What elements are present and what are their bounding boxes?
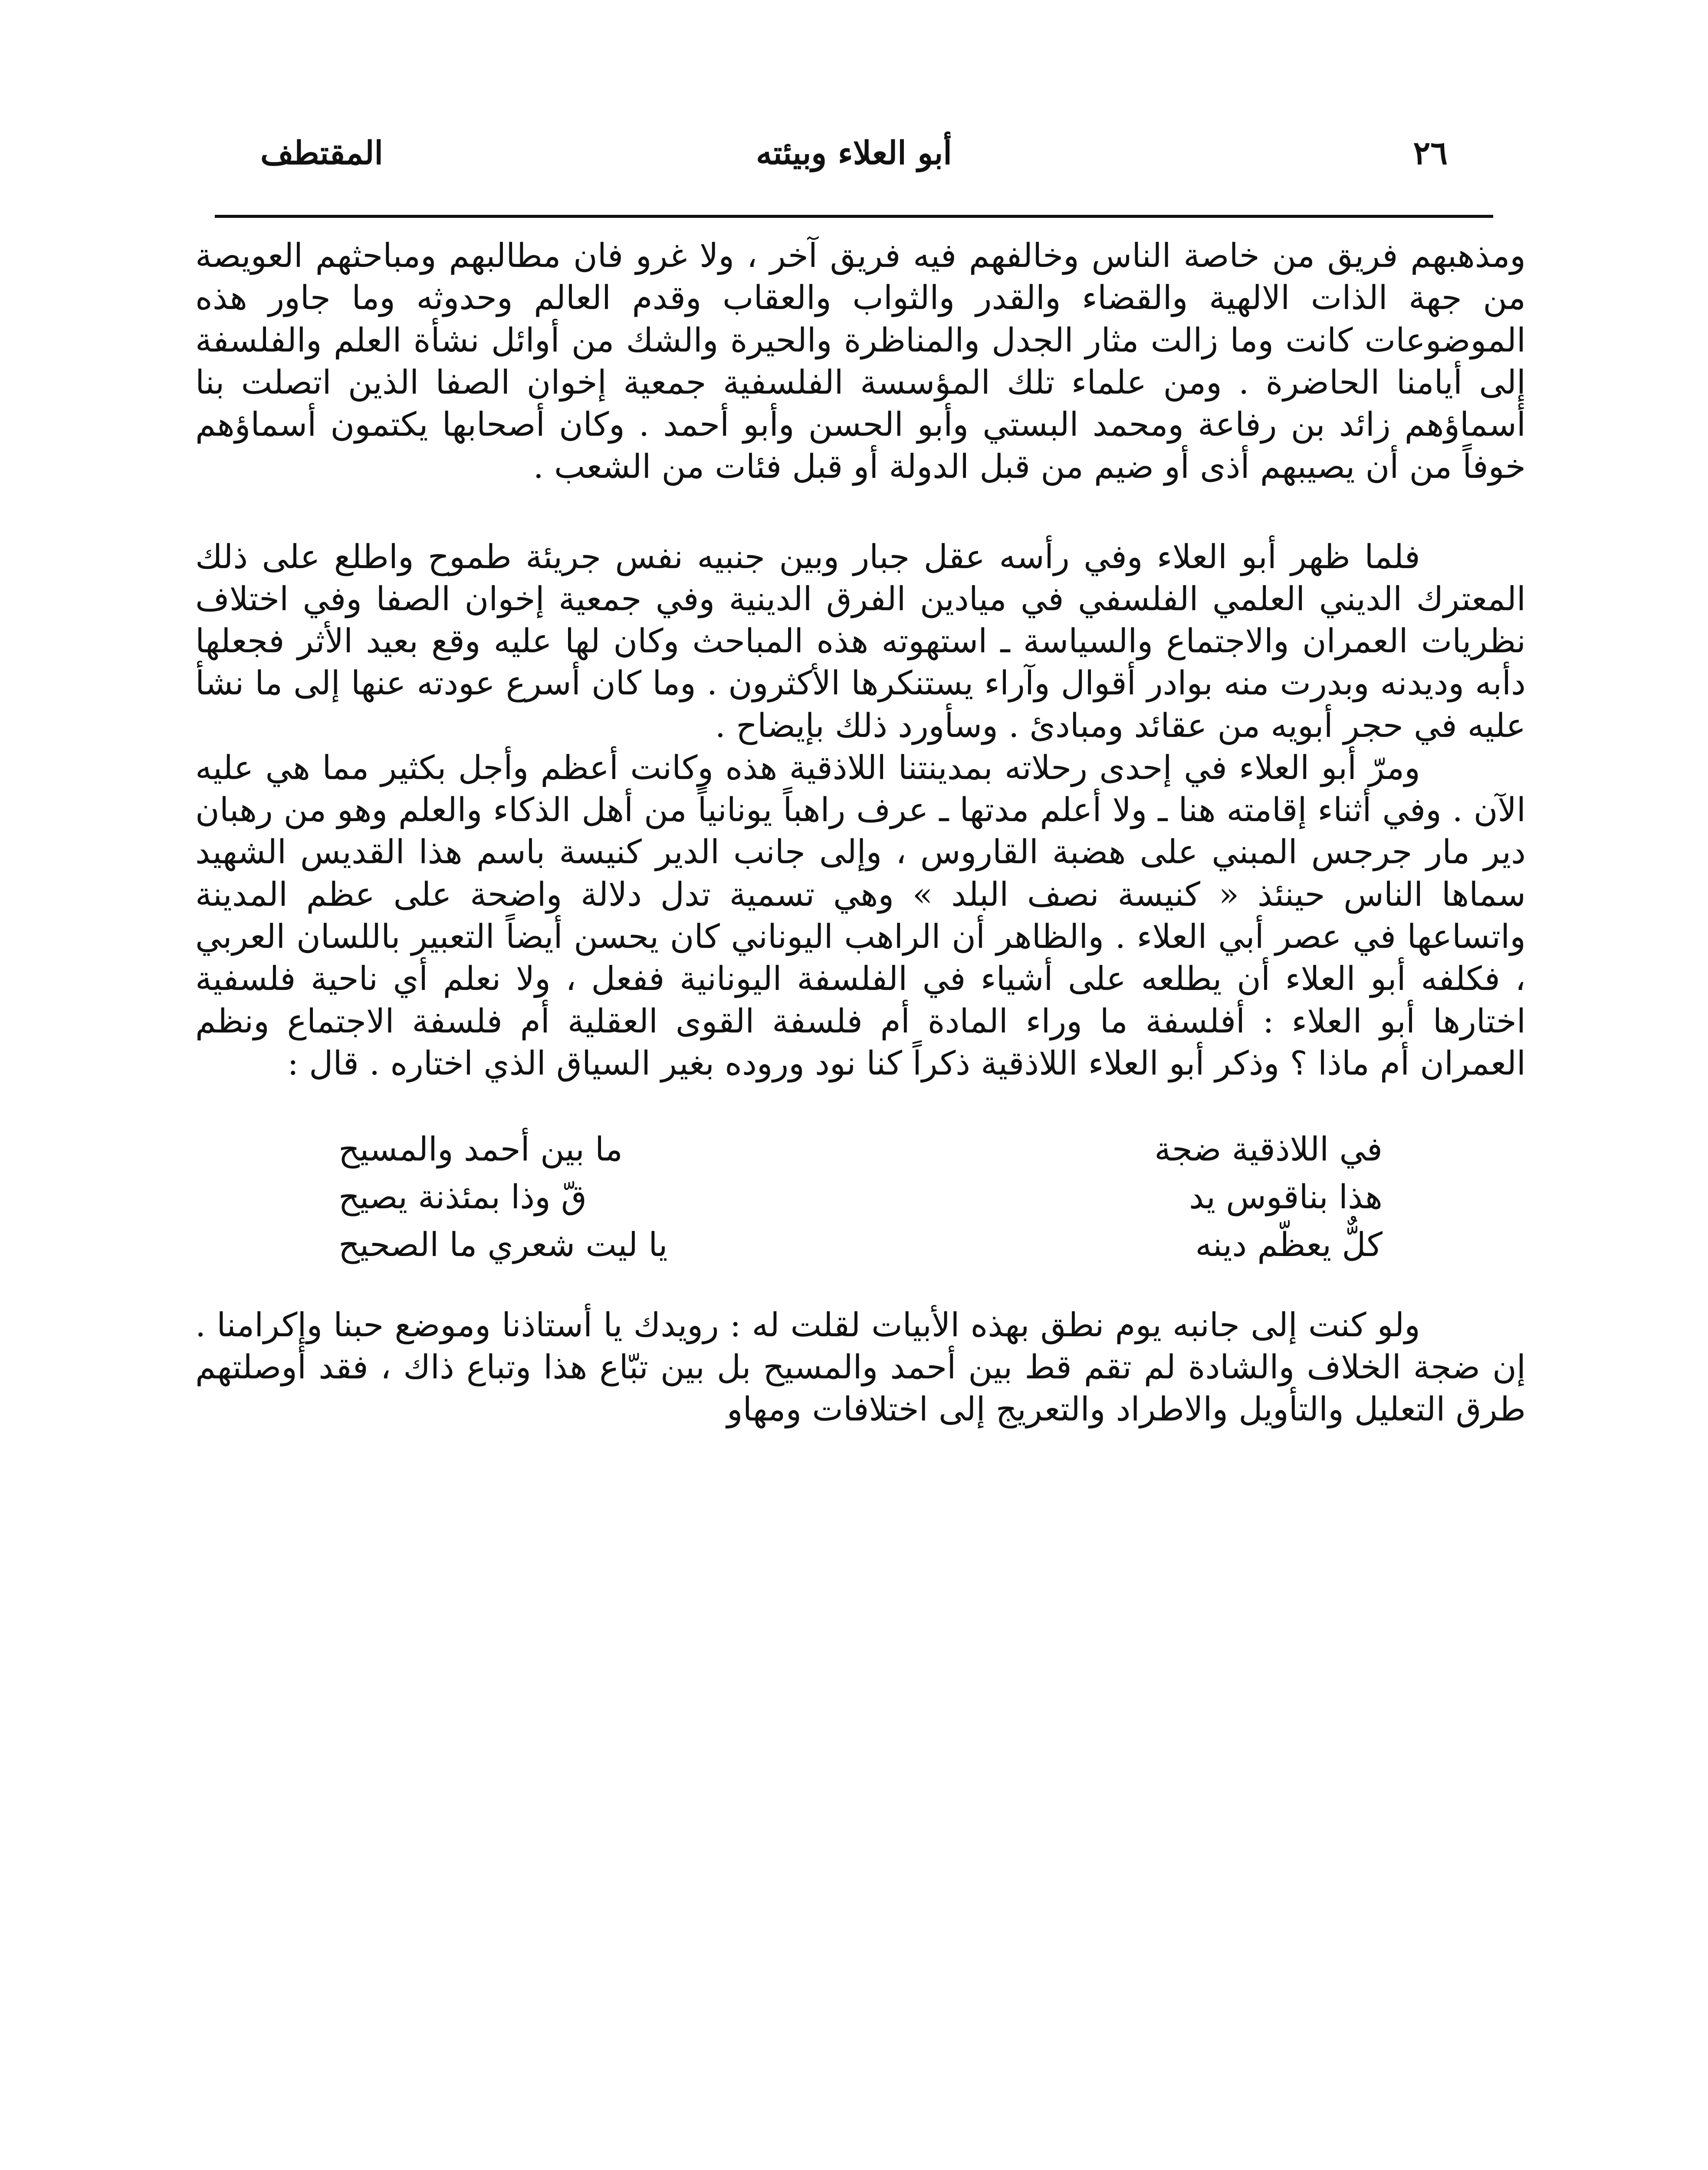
header-rule (215, 215, 1493, 218)
running-title: أبو العلاء وبيئته (756, 135, 952, 172)
paragraph: فلما ظهر أبو العلاء وفي رأسه عقل جبار وبين جنبيه نفس جريئة طموح واطلع على ذلك المعترك الديني العلمي الفلسفي في ميادين الفرق الدينية وفي جمعية إخوان الصفا وفي اختلاف نظريات العمران والاجتماع والسياسة ـ استهوته هذه المباحث وكان لها عليه وقع بعيد الأثر فجعلها دأبه وديدنه وبدرت منه بوادر أقوال وآراء يستنكرها الأكثرون . وما كان أسرع عودته عنها إلى ما نشأ عليه في حجر أبويه من عقائد ومبادئ . وسأورد ذلك بإيضاح . (195, 537, 1526, 745)
verse-first-hemistich: هذا بناقوس يد (1189, 1177, 1383, 1217)
closing-paragraph: ولو كنت إلى جانبه يوم نطق بهذه الأبيات لقلت له : رويدك يا أستاذنا وموضع حبنا وإكرامنا . إن ضجة الخلاف والشادة لم تقم قط بين أحمد والمسيح بل بين تبّاع هذا وتباع ذاك ، فقد أوصلتهم طرق التعليل والتأويل والاطراد والتعريج إلى اختلافات ومهاو (195, 1305, 1526, 1429)
page-number: ٢٦ (1413, 135, 1448, 172)
article-body (195, 234, 1526, 1430)
journal-name: المقتطف (260, 135, 383, 172)
verse-second-hemistich: يا ليت شعري ما الصحيح (338, 1225, 668, 1264)
poem (338, 1125, 1383, 1269)
verse-second-hemistich: ما بين أحمد والمسيح (338, 1130, 623, 1169)
verse-first-hemistich: في اللاذقية ضجة (1154, 1130, 1383, 1169)
verse-second-hemistich: قّ وذا بمئذنة يصيح (338, 1177, 587, 1217)
poem-verse (338, 1221, 1383, 1269)
paragraph: ومرّ أبو العلاء في إحدى رحلاته بمدينتنا اللاذقية هذه وكانت أعظم وأجل بكثير مما هي عليه الآن . وفي أثناء إقامته هنا ـ ولا أعلم مدتها ـ عرف راهباً يونانياً من أهل الذكاء والعلم وهو من رهبان دير مار جرجس المبني على هضبة القاروس ، وإلى جانب الدير كنيسة باسم هذا القديس الشهيد سماها الناس حينئذ « كنيسة نصف البلد » وهي تسمية تدل دلالة واضحة على عظم المدينة واتساعها في عصر أبي العلاء . والظاهر أن الراهب اليوناني كان يحسن أيضاً التعبير باللسان العربي ، فكلفه أبو العلاء أن يطلعه على أشياء في الفلسفة اليونانية ففعل ، ولا نعلم أي ناحية فلسفية اختارها أبو العلاء : أفلسفة ما وراء المادة أم فلسفة القوى العقلية أم فلسفة الاجتماع ونظم العمران أم ماذا ؟ وذكر أبو العلاء اللاذقية ذكراً كنا نود وروده بغير السياق الذي اختاره . قال : (195, 748, 1526, 1082)
paragraph: ومذهبهم فريق من خاصة الناس وخالفهم فيه فريق آخر ، ولا غرو فان مطالبهم ومباحثهم العويصة من جهة الذات الالهية والقضاء والقدر والثواب والعقاب وقدم العالم وحدوثه وما جاور هذه الموضوعات كانت وما زالت مثار الجدل والمناظرة والحيرة والشك من أوائل نشأة العلم والفلسفة إلى أيامنا الحاضرة . ومن علماء تلك المؤسسة الفلسفية جمعية إخوان الصفا الذين اتصلت بنا أسماؤهم زائد بن رفاعة ومحمد البستي وأبو الحسن وأبو أحمد . وكان أصحابها يكتمون أسماؤهم خوفاً من أن يصيبهم أذى أو ضيم من قبل الدولة أو قبل فئات من الشعب . (195, 236, 1526, 486)
poem-verse (338, 1125, 1383, 1173)
page-header (260, 126, 1448, 191)
verse-first-hemistich: كلٌّ يعظّم دينه (1195, 1225, 1383, 1264)
poem-verse (338, 1173, 1383, 1221)
